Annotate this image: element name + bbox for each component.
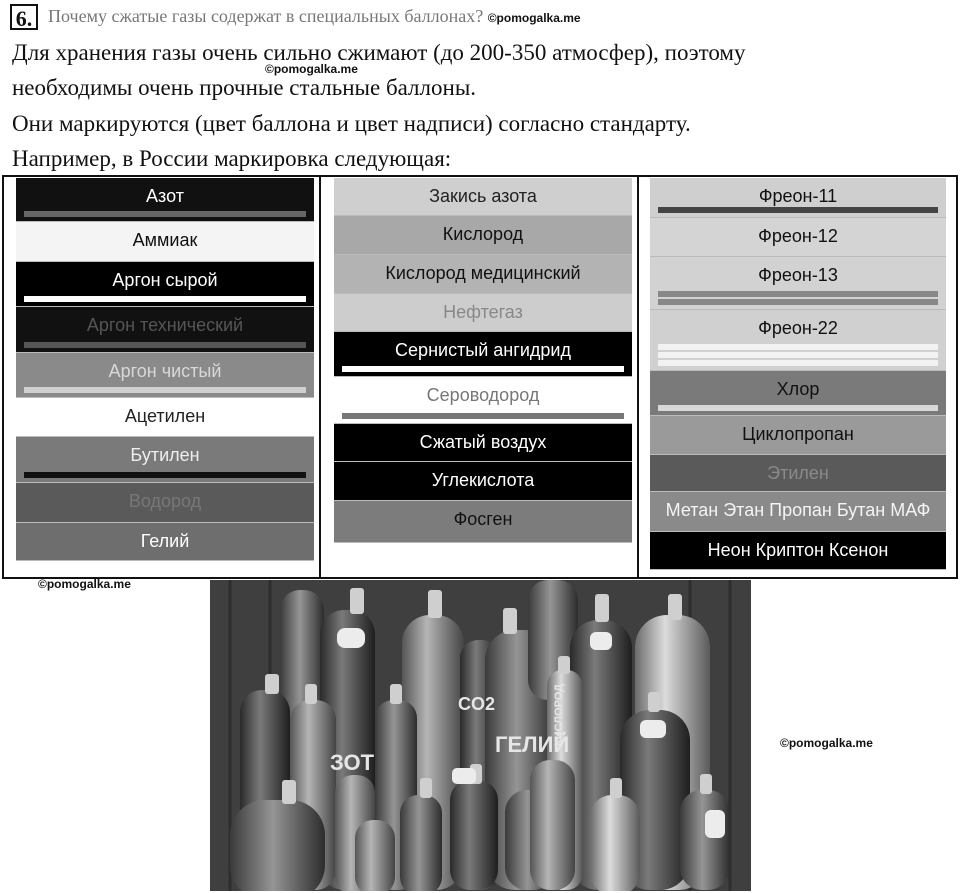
gas-cylinders-photo — [210, 580, 751, 891]
gas-row — [16, 222, 314, 262]
gas-name: Кислород медицинский — [385, 263, 581, 283]
gas-row — [650, 178, 946, 218]
marking-stripe — [24, 387, 306, 393]
gas-row — [16, 523, 314, 561]
gas-name: Фреон-22 — [758, 318, 838, 338]
gas-name: Углекислота — [431, 470, 535, 490]
gas-row — [650, 532, 946, 570]
photo-label-oxygen: КИСЛОРОД — [553, 683, 565, 746]
gas-name: Фреон-12 — [758, 226, 838, 246]
marking-stripe — [342, 413, 624, 419]
marking-stripe — [658, 360, 938, 366]
gas-row — [334, 424, 632, 462]
gas-row — [650, 218, 946, 257]
gas-row — [650, 371, 946, 416]
photo-label-nitrogen: ЗОТ — [330, 750, 375, 775]
photo-label-helium: ГЕЛИЙ — [495, 732, 570, 757]
gas-name: Фреон-11 — [758, 186, 838, 206]
watermark-inline: ©pomogalka.me — [265, 62, 358, 76]
gas-name: Этилен — [767, 463, 829, 483]
gas-name: Циклопропан — [742, 424, 854, 444]
gas-row — [16, 437, 314, 483]
gas-name: Азот — [146, 186, 184, 206]
gas-row — [16, 398, 314, 437]
gas-row — [650, 492, 946, 532]
gas-row — [16, 307, 314, 353]
gas-name: Фосген — [453, 509, 513, 529]
gas-row — [16, 353, 314, 398]
marking-stripe — [658, 291, 938, 297]
gas-row — [650, 416, 946, 455]
gas-name: Аммиак — [132, 230, 198, 250]
gas-name: Аргон сырой — [112, 270, 218, 290]
paragraph-line-3: Они маркируются (цвет баллона и цвет надписи) согласно стандарту. — [12, 111, 691, 136]
gas-name: Хлор — [776, 379, 820, 399]
gas-row — [334, 178, 632, 216]
marking-stripe — [658, 405, 938, 411]
gas-name: Кислород — [442, 224, 524, 244]
paragraph-line-1: Для хранения газы очень сильно сжимают (до 200-350 атмосфер), поэтому — [12, 40, 746, 65]
gas-name: Аргон чистый — [108, 361, 222, 381]
paragraph-line-2: необходимы очень прочные стальные баллоны. — [12, 75, 477, 100]
gas-name: Фреон-13 — [758, 265, 838, 285]
gas-name: Гелий — [140, 531, 190, 551]
gas-name: Сжатый воздух — [419, 432, 547, 452]
gas-row — [334, 216, 632, 255]
gas-name: Аргон технический — [86, 315, 244, 335]
gas-row — [334, 501, 632, 543]
marking-stripe — [24, 342, 306, 348]
gas-name: Неон Криптон Ксенон — [707, 540, 889, 560]
marking-stripe — [658, 207, 938, 213]
marking-stripe — [658, 352, 938, 358]
question-number: 6. — [10, 4, 38, 30]
gas-row — [334, 332, 632, 377]
gas-name: Водород — [128, 491, 202, 511]
marking-stripe — [24, 211, 306, 217]
marking-stripe — [342, 366, 624, 372]
table-column-1 — [16, 178, 314, 561]
gas-row — [334, 255, 632, 294]
gas-row — [650, 257, 946, 310]
gas-name: Ацетилен — [124, 406, 206, 426]
gas-name: Нефтегаз — [443, 302, 523, 322]
gas-row — [650, 310, 946, 371]
gas-name: Метан Этан Пропан Бутан МАФ — [665, 500, 931, 520]
table-column-3 — [650, 178, 946, 570]
watermark-right: ©pomogalka.me — [780, 736, 873, 750]
photo-label-co2: CO2 — [458, 694, 496, 714]
marking-stripe — [24, 472, 306, 478]
gas-row — [334, 294, 632, 332]
table-divider-1 — [319, 175, 321, 579]
gas-row — [16, 262, 314, 307]
question-text — [48, 6, 581, 27]
gas-name: Закись азота — [429, 186, 537, 206]
gas-row — [16, 483, 314, 523]
gas-row — [334, 377, 632, 424]
marking-stripe — [658, 299, 938, 305]
table-divider-2 — [637, 175, 639, 579]
watermark-below-table: ©pomogalka.me — [38, 577, 131, 591]
marking-stripe — [24, 296, 306, 302]
cylinders-illustration — [210, 580, 751, 891]
table-column-2 — [334, 178, 632, 543]
marking-stripe — [658, 344, 938, 350]
watermark: ©pomogalka.me — [487, 11, 581, 25]
gas-name: Сероводород — [426, 385, 540, 405]
gas-name: Сернистый ангидрид — [395, 340, 571, 360]
paragraph-line-4: Например, в России маркировка следующая: — [12, 146, 452, 171]
gas-name: Бутилен — [130, 445, 200, 465]
question-text-label: Почему сжатые газы содержат в специальных баллонах? — [48, 6, 484, 26]
gas-row — [16, 178, 314, 222]
gas-row — [650, 455, 946, 492]
gas-row — [334, 462, 632, 501]
